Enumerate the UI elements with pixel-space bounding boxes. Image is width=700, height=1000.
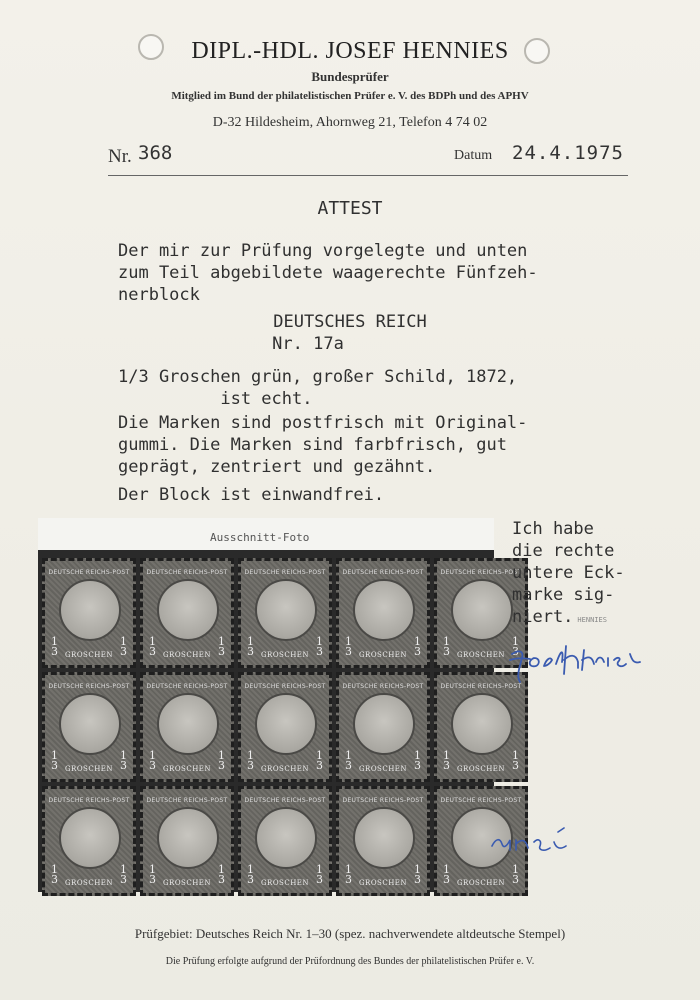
stamp	[336, 786, 430, 896]
stamp-fraction: 1 3	[512, 635, 519, 658]
stamp-fraction: 1 3	[120, 749, 127, 772]
eagle-shield-icon	[353, 693, 415, 755]
stamp-bottom-text: GROSCHEN	[162, 765, 212, 773]
stamp-top-text: DEUTSCHE REICHS-POST	[48, 683, 130, 690]
eagle-shield-icon	[451, 579, 513, 641]
stamp	[238, 786, 332, 896]
footer-rules: Die Prüfung erfolgte aufgrund der Prüfordnung des Bundes der philatelistischen Prüfer e. V.	[165, 956, 535, 967]
attest-heading: ATTEST	[317, 198, 383, 219]
catalog-number: Nr. 17a	[272, 334, 344, 354]
stamp-top-text: DEUTSCHE REICHS-POST	[48, 797, 130, 804]
stamp-bottom-text: GROSCHEN	[456, 651, 506, 659]
stamp-fraction: 1 3	[149, 635, 156, 658]
stamp-bottom-text: GROSCHEN	[64, 765, 114, 773]
stamp-fraction: 1 3	[51, 749, 58, 772]
stamp-top-text: DEUTSCHE REICHS-POST	[146, 797, 228, 804]
examiner-title: Bundesprüfer	[311, 69, 389, 84]
stamp-fraction: 1 3	[443, 635, 450, 658]
stamp-bottom-text: GROSCHEN	[162, 651, 212, 659]
stamp	[42, 786, 136, 896]
stamp-fraction: 1 3	[316, 863, 323, 886]
side-note-line: untere Eck-	[512, 563, 625, 583]
stamp-fraction: 1 3	[51, 635, 58, 658]
stamp-top-text: DEUTSCHE REICHS-POST	[48, 569, 130, 576]
stamp-fraction: 1 3	[443, 863, 450, 886]
tiny-stamp-mark: HENNIES	[577, 616, 607, 624]
stamp-fraction: 1 3	[149, 863, 156, 886]
stamp-bottom-text: GROSCHEN	[64, 879, 114, 887]
stamp-fraction: 1 3	[120, 863, 127, 886]
stamp-top-text: DEUTSCHE REICHS-POST	[146, 569, 228, 576]
stamp-bottom-text: GROSCHEN	[358, 765, 408, 773]
stamp-bottom-text: GROSCHEN	[260, 879, 310, 887]
stamp-fraction: 1 3	[443, 749, 450, 772]
stamp-bottom-text: GROSCHEN	[358, 651, 408, 659]
stamp	[140, 672, 234, 782]
stamp-top-text: DEUTSCHE REICHS-POST	[146, 683, 228, 690]
eagle-shield-icon	[255, 807, 317, 869]
body-paragraph-2: 1/3 Groschen grün, großer Schild, 1872, ist echt.	[118, 367, 518, 409]
stamp	[336, 558, 430, 668]
stamp-top-text: DEUTSCHE REICHS-POST	[342, 797, 424, 804]
stamp-signature	[488, 822, 578, 862]
eagle-shield-icon	[59, 693, 121, 755]
stamp-grid	[42, 558, 528, 896]
stamp-fraction: 1 3	[218, 635, 225, 658]
stamp	[140, 786, 234, 896]
address-line: D-32 Hildesheim, Ahornweg 21, Telefon 4 74 02	[212, 115, 488, 130]
body-paragraph-4: Der Block ist einwandfrei.	[118, 485, 385, 505]
stamp-bottom-text: GROSCHEN	[456, 879, 506, 887]
stamp-fraction: 1 3	[247, 863, 254, 886]
stamp-fraction: 1 3	[51, 863, 58, 886]
stamp-fraction: 1 3	[512, 863, 519, 886]
side-note-line: die rechte	[512, 541, 615, 561]
divider	[108, 175, 628, 176]
stamp-fraction: 1 3	[247, 635, 254, 658]
stamp-top-text: DEUTSCHE REICHS-POST	[244, 683, 326, 690]
stamp-fraction: 1 3	[149, 749, 156, 772]
stamp-top-text: DEUTSCHE REICHS-POST	[342, 569, 424, 576]
stamp-bottom-text: GROSCHEN	[260, 651, 310, 659]
stamp-bottom-text: GROSCHEN	[162, 879, 212, 887]
stamp-bottom-text: GROSCHEN	[456, 765, 506, 773]
eagle-shield-icon	[59, 579, 121, 641]
side-note	[512, 518, 625, 631]
eagle-shield-icon	[157, 807, 219, 869]
stamp-bottom-text: GROSCHEN	[260, 765, 310, 773]
eagle-shield-icon	[255, 579, 317, 641]
stamp-top-text: DEUTSCHE REICHS-POST	[440, 683, 522, 690]
membership-line: Mitglied im Bund der philatelistischen Prüfer e. V. des BDPh und des APHV	[171, 90, 529, 102]
stamp-top-text: DEUTSCHE REICHS-POST	[440, 797, 522, 804]
meta-row	[108, 142, 628, 174]
datum-label: Datum	[454, 148, 493, 163]
nr-value: 368	[138, 142, 173, 164]
stamp	[238, 558, 332, 668]
letterhead	[0, 38, 700, 131]
stamp-bottom-text: GROSCHEN	[64, 651, 114, 659]
photo-label: Ausschnitt-Foto	[38, 518, 494, 550]
datum-value: 24.4.1975	[512, 142, 624, 164]
stamp-fraction: 1 3	[316, 749, 323, 772]
stamp	[42, 558, 136, 668]
stamp-fraction: 1 3	[218, 749, 225, 772]
eagle-shield-icon	[255, 693, 317, 755]
stamp-fraction: 1 3	[414, 749, 421, 772]
stamp-fraction: 1 3	[120, 635, 127, 658]
side-note-last: niert.	[512, 607, 574, 627]
eagle-shield-icon	[59, 807, 121, 869]
stamp	[140, 558, 234, 668]
body-paragraph-3: Die Marken sind postfrisch mit Original- gummi. Die Marken sind farbfrisch, gut geprägt, zentriert und gezähnt.	[118, 413, 528, 477]
eagle-shield-icon	[353, 807, 415, 869]
stamp-top-text: DEUTSCHE REICHS-POST	[244, 797, 326, 804]
stamp-block-photo	[38, 518, 522, 892]
stamp-bottom-text: GROSCHEN	[358, 879, 408, 887]
stamp	[238, 672, 332, 782]
stamp-fraction: 1 3	[414, 863, 421, 886]
examiner-name: DIPL.-HDL. JOSEF HENNIES	[191, 38, 509, 64]
stamp-fraction: 1 3	[345, 635, 352, 658]
nr-label: Nr.	[108, 146, 132, 167]
side-note-line: Ich habe	[512, 519, 594, 539]
eagle-shield-icon	[157, 579, 219, 641]
side-note-line: marke sig-	[512, 585, 615, 605]
stamp-fraction: 1 3	[316, 635, 323, 658]
stamp-fraction: 1 3	[414, 635, 421, 658]
handwritten-signature	[506, 632, 676, 692]
side-note-line	[512, 606, 625, 631]
stamp-fraction: 1 3	[247, 749, 254, 772]
stamp-top-text: DEUTSCHE REICHS-POST	[244, 569, 326, 576]
stamp-fraction: 1 3	[345, 749, 352, 772]
stamp-top-text: DEUTSCHE REICHS-POST	[440, 569, 522, 576]
body-paragraph-1: Der mir zur Prüfung vorgelegte und unten zum Teil abgebildete waagerechte Fünfzeh- nerblock	[118, 241, 538, 305]
stamp	[336, 672, 430, 782]
stamp-top-text: DEUTSCHE REICHS-POST	[342, 683, 424, 690]
eagle-shield-icon	[451, 693, 513, 755]
stamp-fraction: 1 3	[345, 863, 352, 886]
country-line: DEUTSCHES REICH	[273, 312, 427, 332]
stamp-fraction: 1 3	[512, 749, 519, 772]
footer-scope: Prüfgebiet: Deutsches Reich Nr. 1–30 (spez. nachverwendete altdeutsche Stempel)	[134, 926, 566, 941]
stamp	[42, 672, 136, 782]
eagle-shield-icon	[353, 579, 415, 641]
eagle-shield-icon	[157, 693, 219, 755]
stamp-fraction: 1 3	[218, 863, 225, 886]
